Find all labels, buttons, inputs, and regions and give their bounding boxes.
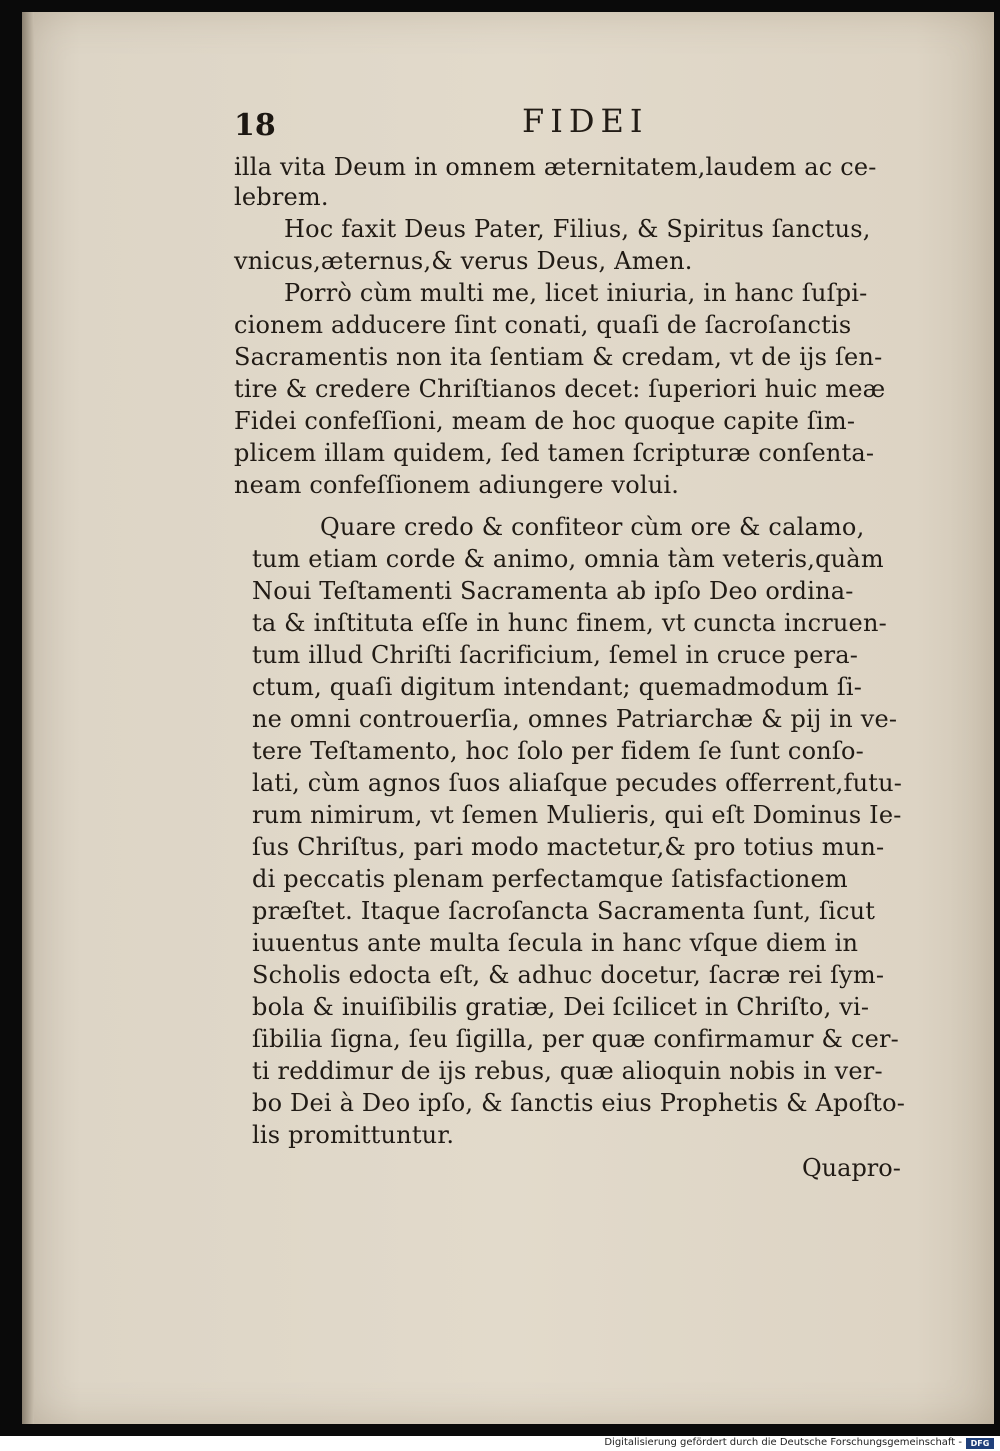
dfg-logo-icon: DFG	[966, 1438, 994, 1449]
text-line: Fidei confeſſioni, meam de hoc quoque capite ſim-	[234, 407, 856, 435]
text-line: lati, cùm agnos ſuos aliaſque pecudes offerrent,futu-	[252, 769, 903, 797]
book-page	[22, 12, 994, 1424]
text-line: di peccatis plenam perfectamque ſatisfactionem	[252, 865, 848, 893]
text-line: tire & credere Chriſtianos decet: ſuperiori huic meæ	[234, 375, 886, 403]
text-line: neam confeſſionem adiungere volui.	[234, 471, 680, 499]
text-line: Hoc faxit Deus Pater, Filius, & Spiritus ſanctus,	[284, 215, 871, 243]
running-head-title: FIDEI	[522, 102, 649, 140]
text-line: Quare credo & confiteor cùm ore & calamo,	[320, 513, 865, 541]
digitization-footer	[0, 1436, 1000, 1451]
page-number: 18	[234, 108, 276, 143]
text-line: tere Teſtamento, hoc ſolo per fidem ſe ſunt conſo-	[252, 737, 864, 765]
text-line: vnicus,æternus,& verus Deus, Amen.	[234, 247, 693, 275]
text-line: Sacramentis non ita ſentiam & credam, vt de ijs ſen-	[234, 343, 883, 371]
text-line: lis promittuntur.	[252, 1121, 455, 1149]
footer-credit: Digitalisierung gefördert durch die Deutsche Forschungsgemeinschaft -	[604, 1437, 962, 1448]
text-line: Porrò cùm multi me, licet iniuria, in hanc ſuſpi-	[284, 279, 868, 307]
page-gutter-edge	[22, 12, 34, 1424]
text-line: ſus Chriſtus, pari modo mactetur,& pro totius mun-	[252, 833, 885, 861]
text-line: plicem illam quidem, ſed tamen ſcripturæ conſenta-	[234, 439, 875, 467]
text-line: Noui Teſtamenti Sacramenta ab ipſo Deo ordina-	[252, 577, 854, 605]
text-line: cionem adducere ſint conati, quaſi de ſacroſanctis	[234, 311, 852, 339]
text-line: illa vita Deum in omnem æternitatem,laudem ac ce-	[234, 153, 877, 181]
text-line: lebrem.	[234, 183, 329, 211]
running-head	[22, 102, 994, 152]
text-line: præſtet. Itaque ſacroſancta Sacramenta ſunt, ſicut	[252, 897, 876, 925]
text-line: bo Dei à Deo ipſo, & ſanctis eius Prophetis & Apoſto-	[252, 1089, 906, 1117]
text-line: rum nimirum, vt ſemen Mulieris, qui eſt Dominus Ie-	[252, 801, 902, 829]
text-line: ta & inſtituta eſſe in hunc finem, vt cuncta incruen-	[252, 609, 887, 637]
text-line: tum illud Chriſti ſacrificium, ſemel in cruce pera-	[252, 641, 859, 669]
text-line: ne omni controuerſia, omnes Patriarchæ & pij in ve-	[252, 705, 898, 733]
text-line: Scholis edocta eſt, & adhuc docetur, ſacræ rei ſym-	[252, 961, 885, 989]
text-line: ſibilia ſigna, ſeu ſigilla, per quæ confirmamur & cer-	[252, 1025, 899, 1053]
text-line: ti reddimur de ijs rebus, quæ alioquin nobis in ver-	[252, 1057, 883, 1085]
text-line: bola & inuiſibilis gratiæ, Dei ſcilicet in Chriſto, vi-	[252, 993, 870, 1021]
text-line: tum etiam corde & animo, omnia tàm veteris,quàm	[252, 545, 884, 573]
catchword: Quapro-	[802, 1154, 901, 1182]
text-line: iuuentus ante multa ſecula in hanc vſque diem in	[252, 929, 859, 957]
text-line: ctum, quaſi digitum intendant; quemadmodum ſi-	[252, 673, 863, 701]
